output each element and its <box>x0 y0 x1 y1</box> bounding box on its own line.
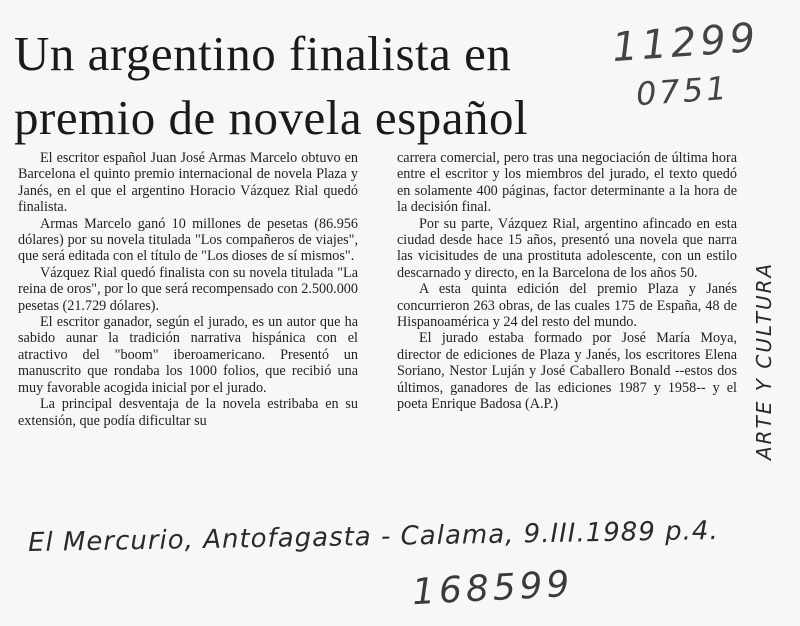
paragraph: A esta quinta edición del premio Plaza y Janés concurrieron 263 obras, de las cuales 175 de España, 48 de Hispanoamérica y 24 del resto del mundo. <box>397 281 737 331</box>
paragraph: Por su parte, Vázquez Rial, argentino afincado en esta ciudad desde hace 15 años, presentó una novela que narra las vicisitudes de una prostituta adolescente, con un estilo descarnado y directo, en la Barcelona de los años 50. <box>397 215 737 281</box>
paragraph: El escritor español Juan José Armas Marcelo obtuvo en Barcelona el quinto premio internacional de novela Plaza y Janés, en el que el argentino Horacio Vázquez Rial quedó finalista. <box>18 150 358 216</box>
handwritten-source-note: El Mercurio, Antofagasta - Calama, 9.III.1989 p.4. <box>27 515 719 559</box>
paragraph: El jurado estaba formado por José María Moya, director de ediciones de Plaza y Janés, los escritores Elena Soriano, Nestor Luján y José Caballero Bonald --estos dos últimos, ganadores de las ediciones 1987 y 1958-- y el poeta Enrique Badosa (A.P.) <box>397 330 737 413</box>
paragraph: Armas Marcelo ganó 10 millones de pesetas (86.956 dólares) por su novela titulada "Los compañeros de viajes", que será editada con el título de "Los dioses de sí mismos". <box>18 215 358 265</box>
handwritten-archive-number: 168599 <box>411 563 575 614</box>
paragraph: Vázquez Rial quedó finalista con su novela titulada "La reina de oros", por lo que será recompensado con 2.500.000 pesetas (21.729 dólares). <box>18 264 358 314</box>
handwritten-code-top: 11299 <box>610 14 761 72</box>
paragraph: La principal desventaja de la novela estribaba en su extensión, que podía dificultar su <box>18 396 358 429</box>
article-column-left <box>18 150 358 429</box>
handwritten-section-label: ARTE Y CULTURA <box>752 261 776 460</box>
handwritten-code-sub: 0751 <box>634 68 731 114</box>
article-column-right <box>397 150 737 413</box>
paragraph: carrera comercial, pero tras una negociación de última hora entre el escritor y los miembros del jurado, el texto quedó en solamente 400 páginas, factor determinante a la hora de la decisión final. <box>397 150 737 216</box>
paragraph: El escritor ganador, según el jurado, es un autor que ha sabido aunar la tradición narrativa hispánica con el atractivo del "boom" iberoamericano. Presentó un manuscrito que rondaba los 1000 folios, que recibió una muy favorable acogida inicial por el jurado. <box>18 314 358 396</box>
article-headline: Un argentino finalista en premio de novela español <box>14 26 529 145</box>
